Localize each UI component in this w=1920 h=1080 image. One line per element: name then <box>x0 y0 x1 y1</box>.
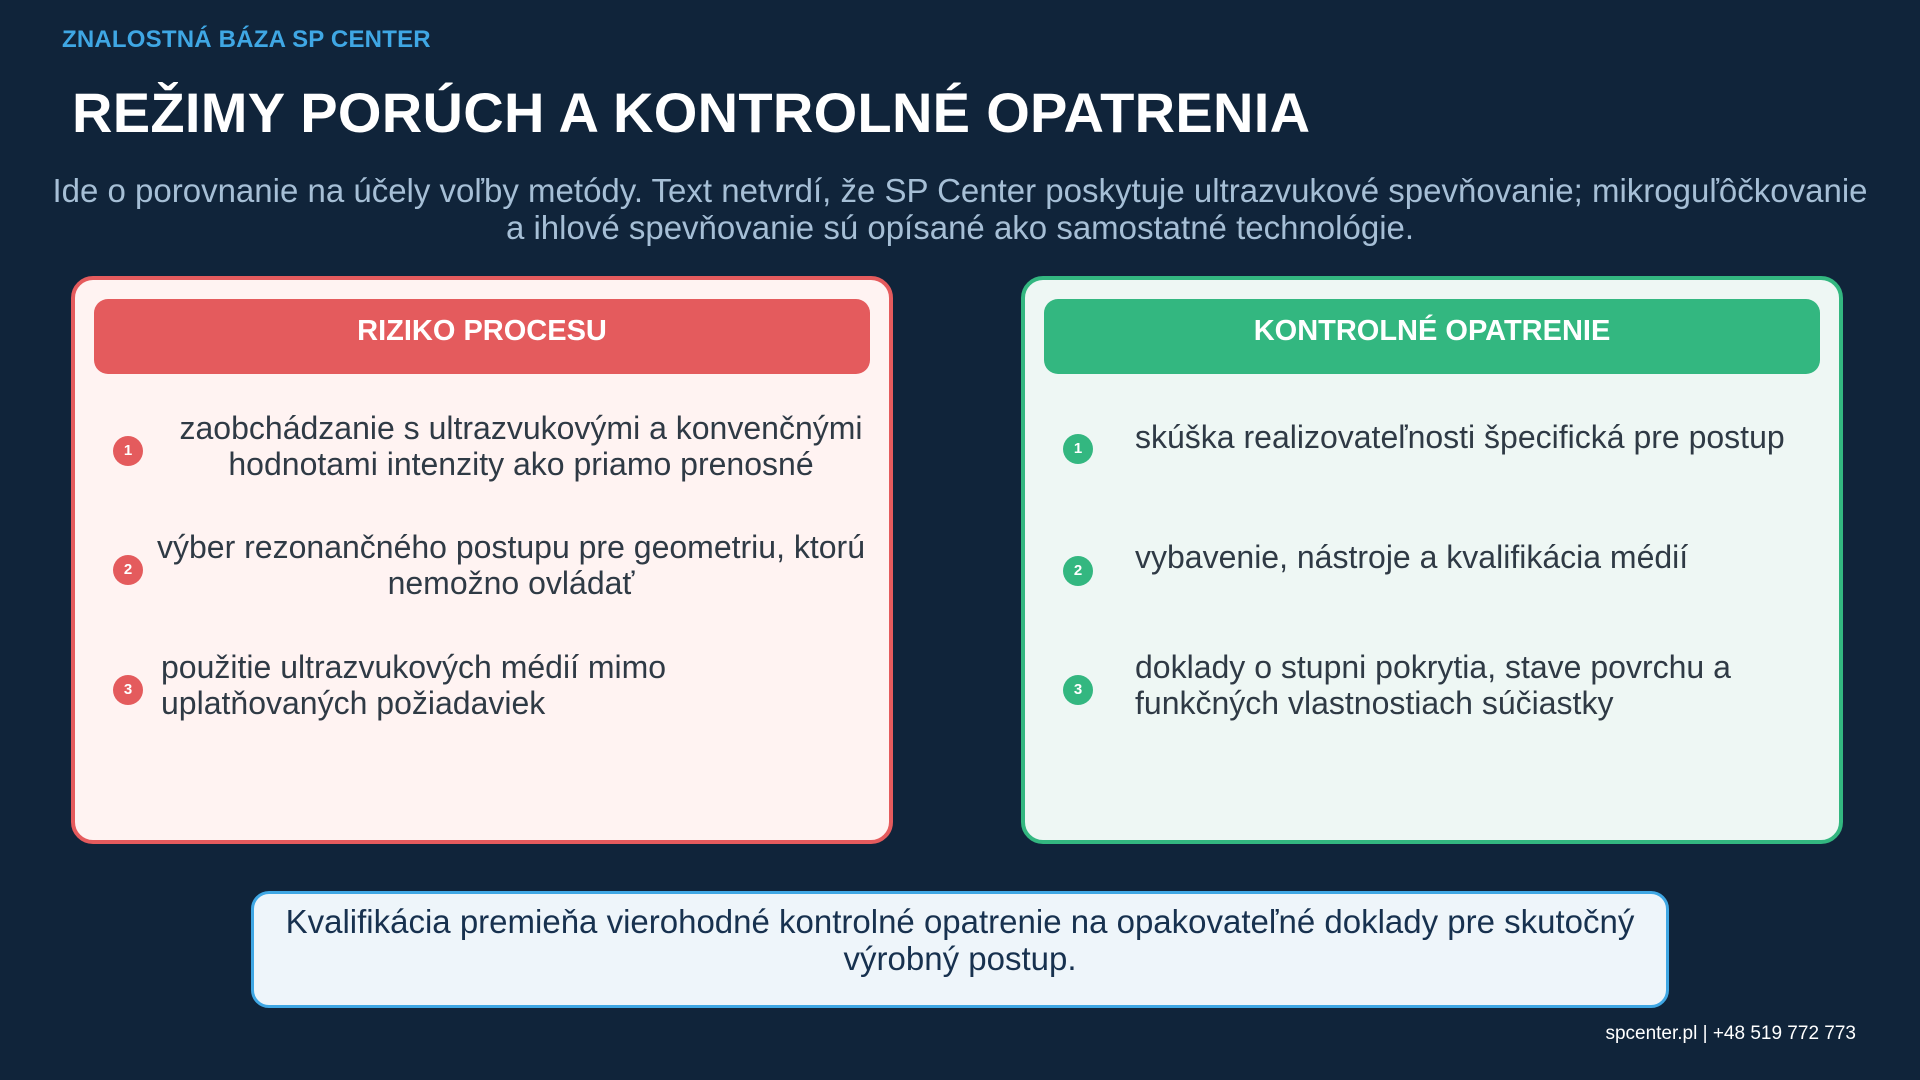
subtitle-line-1: Ide o porovnanie na účely voľby metódy. Text netvrdí, že SP Center poskytuje ultrazvukové spevňovanie; mikroguľôčkovanie <box>52 172 1868 209</box>
risk-item-3-line-1: použitie ultrazvukových médií mimo <box>161 649 667 685</box>
control-item-2 <box>1055 539 1815 619</box>
kicker-label: ZNALOSTNÁ BÁZA SP CENTER <box>62 26 431 53</box>
control-item-text <box>1135 649 1815 721</box>
risk-item-3-line-2: uplatňovaných požiadaviek <box>161 685 546 721</box>
control-item-text <box>1135 539 1815 575</box>
risk-panel <box>71 276 893 844</box>
risk-item-2-line-1: výber rezonančného postupu pre geometriu, ktorú <box>157 529 865 565</box>
risk-item-2 <box>105 529 865 609</box>
risk-item-text <box>151 529 871 601</box>
risk-item-1-line-2: hodnotami intenzity ako priamo prenosné <box>228 446 814 482</box>
footer-contact: spcenter.pl | +48 519 772 773 <box>1605 1023 1856 1044</box>
risk-item-2-line-2: nemožno ovládať <box>387 565 635 601</box>
risk-item-number: 2 <box>113 555 143 585</box>
control-panel <box>1021 276 1843 844</box>
subtitle <box>0 172 1920 246</box>
risk-item-1 <box>105 410 865 490</box>
risk-item-1-line-1: zaobchádzanie s ultrazvukovými a konvenčnými <box>179 410 863 446</box>
control-item-number: 2 <box>1063 556 1093 586</box>
summary-note-line-2: výrobný postup. <box>843 940 1077 977</box>
control-item-3-line-2: funkčných vlastnostiach súčiastky <box>1135 685 1614 721</box>
control-item-1-line-1: skúška realizovateľnosti špecifická pre postup <box>1135 419 1785 455</box>
risk-item-number: 3 <box>113 675 143 705</box>
risk-item-text <box>161 410 881 482</box>
summary-note-line-1: Kvalifikácia premieňa vierohodné kontrolné opatrenie na opakovateľné doklady pre skutočný <box>285 903 1635 940</box>
control-panel-heading: KONTROLNÉ OPATRENIE <box>1044 299 1820 374</box>
control-item-text <box>1135 419 1815 455</box>
page-title: REŽIMY PORÚCH A KONTROLNÉ OPATRENIA <box>72 81 1311 144</box>
risk-item-text <box>161 649 666 721</box>
subtitle-line-2: a ihlové spevňovanie sú opísané ako samostatné technológie. <box>505 209 1415 246</box>
control-item-3 <box>1055 649 1815 729</box>
control-item-number: 1 <box>1063 434 1093 464</box>
control-item-number: 3 <box>1063 675 1093 705</box>
control-item-3-line-1: doklady o stupni pokrytia, stave povrchu a <box>1135 649 1731 685</box>
summary-note <box>251 891 1669 1008</box>
risk-item-number: 1 <box>113 436 143 466</box>
risk-panel-heading: RIZIKO PROCESU <box>94 299 870 374</box>
control-item-1 <box>1055 419 1815 499</box>
control-item-2-line-1: vybavenie, nástroje a kvalifikácia médií <box>1135 539 1689 575</box>
risk-item-3 <box>105 649 865 729</box>
